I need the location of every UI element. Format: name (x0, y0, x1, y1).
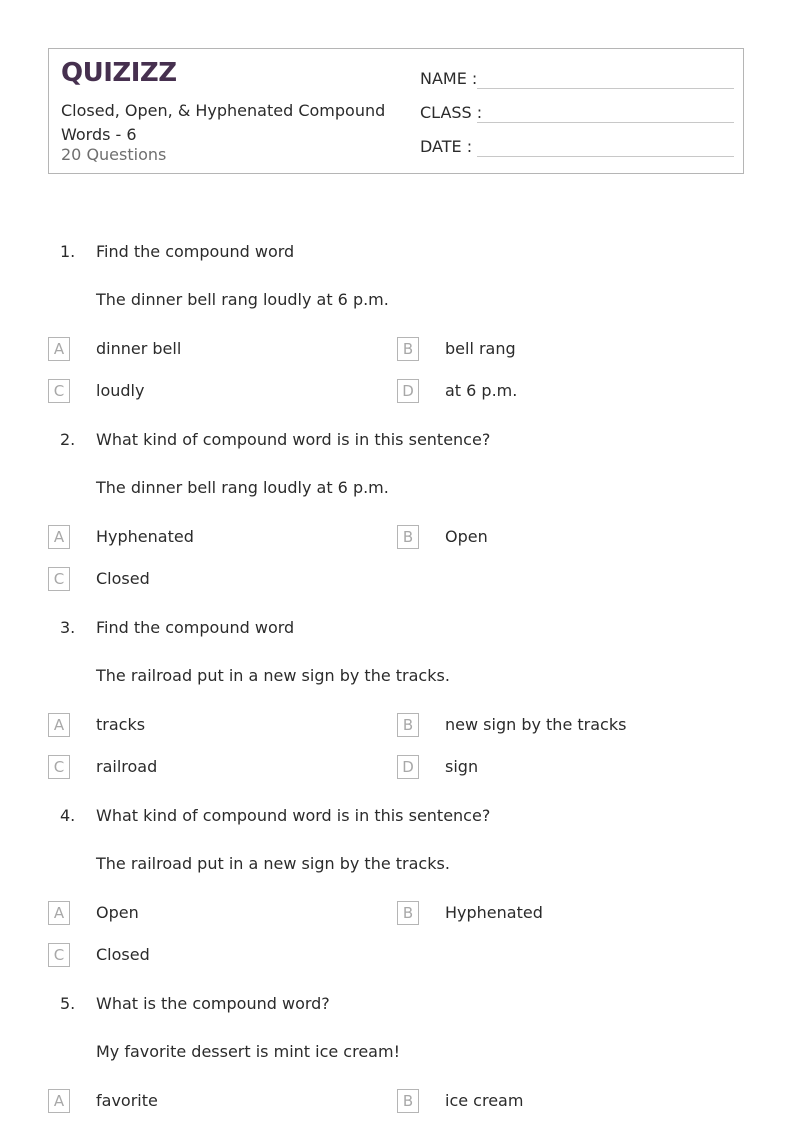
option-letter: B (397, 1089, 419, 1113)
option-text: loudly (96, 381, 145, 400)
worksheet-header (48, 48, 744, 174)
question-prompt: Find the compound word (96, 618, 295, 637)
option-letter: C (48, 567, 70, 591)
option-letter: A (48, 1089, 70, 1113)
option-text: railroad (96, 757, 158, 776)
name-line (477, 88, 734, 89)
question-prompt: Find the compound word (96, 242, 295, 261)
option-text: at 6 p.m. (445, 381, 518, 400)
option-text: Open (445, 527, 488, 546)
option-text: Hyphenated (445, 903, 543, 922)
question-prompt: What kind of compound word is in this sentence? (96, 806, 491, 825)
question-number: 3. (60, 618, 76, 637)
date-field[interactable] (420, 135, 734, 159)
option-letter: B (397, 337, 419, 361)
worksheet-title: Closed, Open, & Hyphenated Compound Words - 6 (61, 101, 386, 144)
name-field[interactable] (420, 67, 734, 91)
option-text: favorite (96, 1091, 158, 1110)
question-sentence: The dinner bell rang loudly at 6 p.m. (96, 290, 389, 309)
option-text: Closed (96, 945, 150, 964)
option-letter: C (48, 379, 70, 403)
option-letter: A (48, 713, 70, 737)
question-number: 2. (60, 430, 76, 449)
option-letter: B (397, 525, 419, 549)
option-text: ice cream (445, 1091, 524, 1110)
option-text: dinner bell (96, 339, 182, 358)
option-letter: D (397, 755, 419, 779)
question-number: 4. (60, 806, 76, 825)
option-letter: D (397, 379, 419, 403)
question-number: 5. (60, 994, 76, 1013)
option-letter: C (48, 755, 70, 779)
option-text: Open (96, 903, 139, 922)
option-letter: B (397, 901, 419, 925)
class-field[interactable] (420, 101, 734, 125)
option-text: new sign by the tracks (445, 715, 627, 734)
class-line (477, 122, 734, 123)
question-sentence: The railroad put in a new sign by the tracks. (96, 666, 450, 685)
option-text: tracks (96, 715, 146, 734)
question-count: 20 Questions (61, 145, 167, 164)
name-label: NAME : (420, 69, 478, 88)
option-letter: A (48, 337, 70, 361)
option-letter: B (397, 713, 419, 737)
question-sentence: My favorite dessert is mint ice cream! (96, 1042, 400, 1061)
option-text: Hyphenated (96, 527, 194, 546)
date-line (477, 156, 734, 157)
option-text: sign (445, 757, 479, 776)
option-letter: A (48, 525, 70, 549)
option-text: Closed (96, 569, 150, 588)
option-text: bell rang (445, 339, 516, 358)
class-label: CLASS : (420, 103, 483, 122)
question-number: 1. (60, 242, 76, 261)
date-label: DATE : (420, 137, 473, 156)
option-letter: A (48, 901, 70, 925)
question-prompt: What is the compound word? (96, 994, 330, 1013)
question-sentence: The dinner bell rang loudly at 6 p.m. (96, 478, 389, 497)
option-letter: C (48, 943, 70, 967)
question-prompt: What kind of compound word is in this sentence? (96, 430, 491, 449)
quizizz-logo: QUIZIZZ (61, 58, 177, 88)
question-sentence: The railroad put in a new sign by the tracks. (96, 854, 450, 873)
